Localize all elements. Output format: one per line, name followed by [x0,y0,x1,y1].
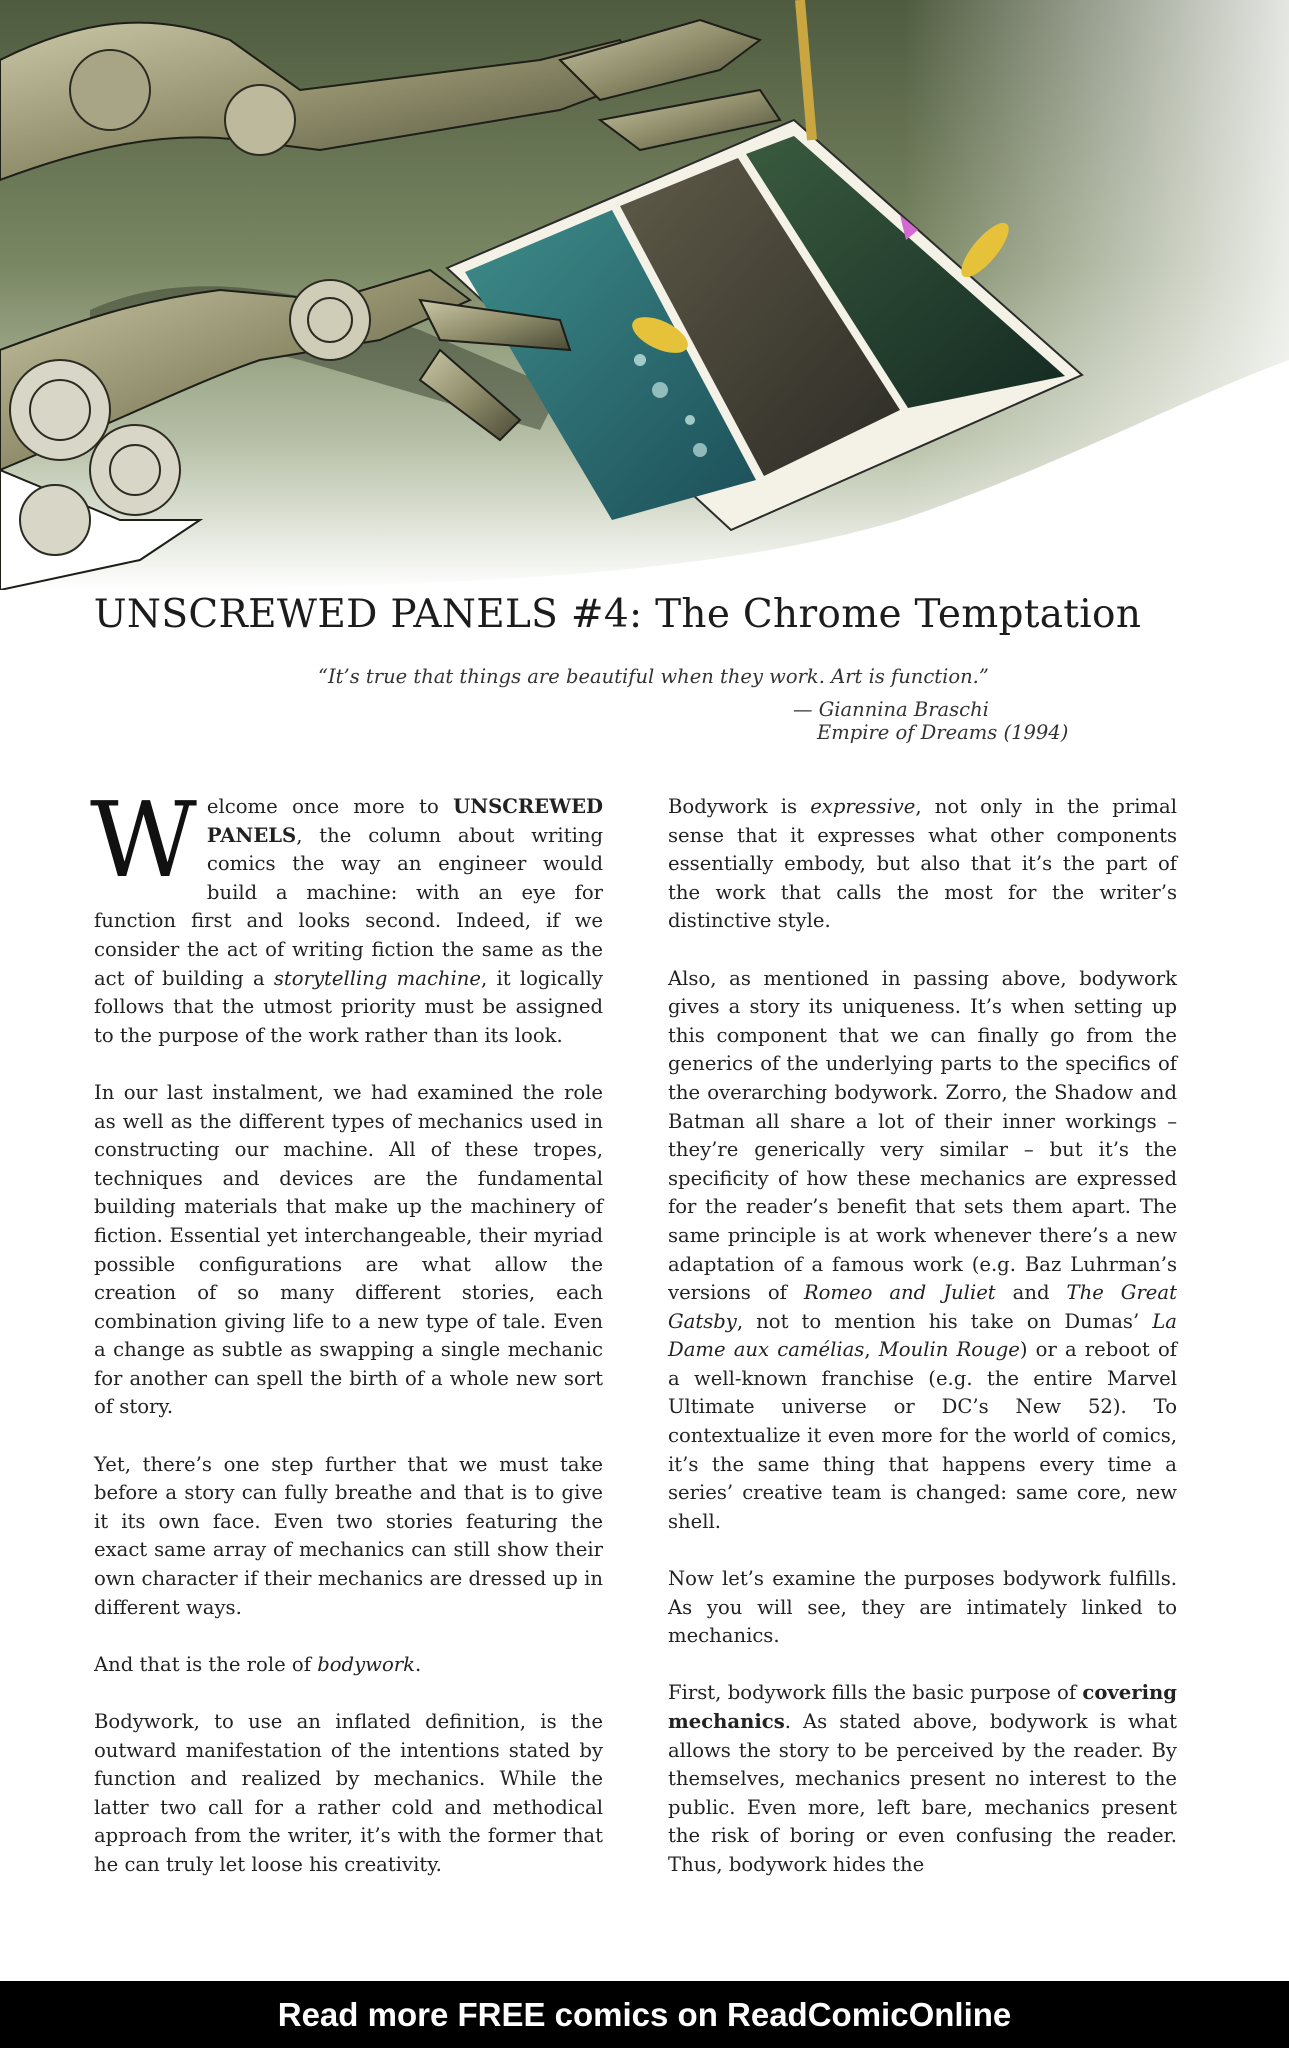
text-run: and [995,1281,1067,1305]
body-paragraph: Now let’s examine the purposes bodywork fulfills. As you will see, they are intimately linked to mechanics. [668,1567,1177,1648]
body-paragraph: Bodywork, to use an inflated definition, is the outward manifestation of the intentions stated by function and realized by mechanics. While the latter two call for a rather cold and methodical approach from the writer, it’s with the former that he can truly let loose his creativity. [94,1710,603,1876]
epigraph-quote: “It’s true that things are beautiful when they work. Art is function.” [318,665,989,688]
text-run: , it logically follows that the utmost priority must be assigned to the purpose of the work rather than its look. [94,966,603,1047]
epigraph-author: — Giannina Braschi [793,698,989,721]
text-run: , not to mention his take on Dumas’ [736,1309,1153,1333]
robot-arms-illustration [0,0,1289,590]
text-run: Bodywork is [668,795,811,818]
text-run: And that is the role of [94,1652,318,1676]
work-title: Moulin Rouge [878,1338,1020,1362]
text-run: First, bodywork fills the basic purpose of [668,1681,1083,1705]
bold-term: covering mechanics [668,1681,1177,1733]
text-run: , [864,1338,879,1362]
body-paragraph: In our last instalment, we had examined the role as well as the different types of mechanics used in constructing our machine. All of these tropes, techniques and devices are the fundamental building materials that make up the machinery of fiction. Essential yet interchangeable, their myriad possible configurations are what allow the creation of so many different stories, each combination giving life to a new type of tale. Even a change as subtle as swapping a single mechanic for another can spell the birth of a whole new sort of story. [94,1080,603,1419]
promo-banner-text[interactable]: Read more FREE comics on ReadComicOnline [277,1996,1012,2033]
text-run: , not only in the primal sense that it expresses what other components essentially embody, but also that it’s the part of the work that calls the most for the writer’s distinctive style. [668,795,1177,933]
text-run: ) or a reboot of a well-known franchise (e.g. the entire Marvel Ultimate universe or DC’s New 52). To contextualize it even more for the world of comics, it’s the same thing that happens every time a series’ creative team is changed: same core, new shell. [668,1338,1177,1533]
article-title: UNSCREWED PANELS #4: The Chrome Temptation [93,592,1142,637]
column-name: UNSCREWED PANELS [206,795,603,847]
hero-illustration [0,0,1289,590]
left-column [90,779,603,1908]
promo-banner[interactable] [0,1981,1289,2048]
epigraph-work: Empire of Dreams (1994) [817,721,1069,744]
text-run: . [414,1652,422,1676]
body-paragraph: Yet, there’s one step further that we must take before a story can fully breathe and that is to give it its own face. Even two stories featuring the exact same array of mechanics can still show their own character if their mechanics are dressed up in different ways. [94,1452,603,1619]
emphasis-term: storytelling machine [273,966,482,990]
body-paragraph [668,793,1177,936]
emphasis-term: expressive [810,795,916,818]
drop-cap: W [90,779,197,901]
body-paragraph [668,965,1177,1537]
work-title: The Great Gatsby [668,1281,1177,1333]
work-title: Romeo and Juliet [803,1281,996,1305]
emphasis-term: bodywork [317,1652,415,1676]
body-paragraph [668,1679,1177,1879]
text-run: . As stated above, bodywork is what allows the story to be perceived by the reader. By themselves, mechanics present no interest to the public. Even more, left bare, mechanics present the risk of boring or even confusing the reader. Thus, bodywork hides the [668,1710,1177,1876]
work-title: La Dame aux camélias [668,1309,1177,1362]
intro-paragraph [90,779,603,1050]
text-run: Also, as mentioned in passing above, bodywork gives a story its uniqueness. It’s when setting up this component that we can finally go from the generics of the underlying parts to the specifics of the overarching bodywork. Zorro, the Shadow and Batman all share a lot of their inner workings – they’re generically very similar – but it’s the specificity of how these mechanics are expressed for the reader’s benefit that sets them apart. The same principle is at work whenever there’s a new adaptation of a famous work (e.g. Baz Luhrman’s versions of [668,966,1177,1305]
body-paragraph [94,1651,603,1680]
text-run: , the column about writing comics the way an engineer would build a machine: with an eye for function first and looks second. Indeed, if we consider the act of writing fiction the same as the act of building a [94,823,603,990]
text-run: elcome once more to [206,795,454,818]
right-column [668,793,1177,1908]
